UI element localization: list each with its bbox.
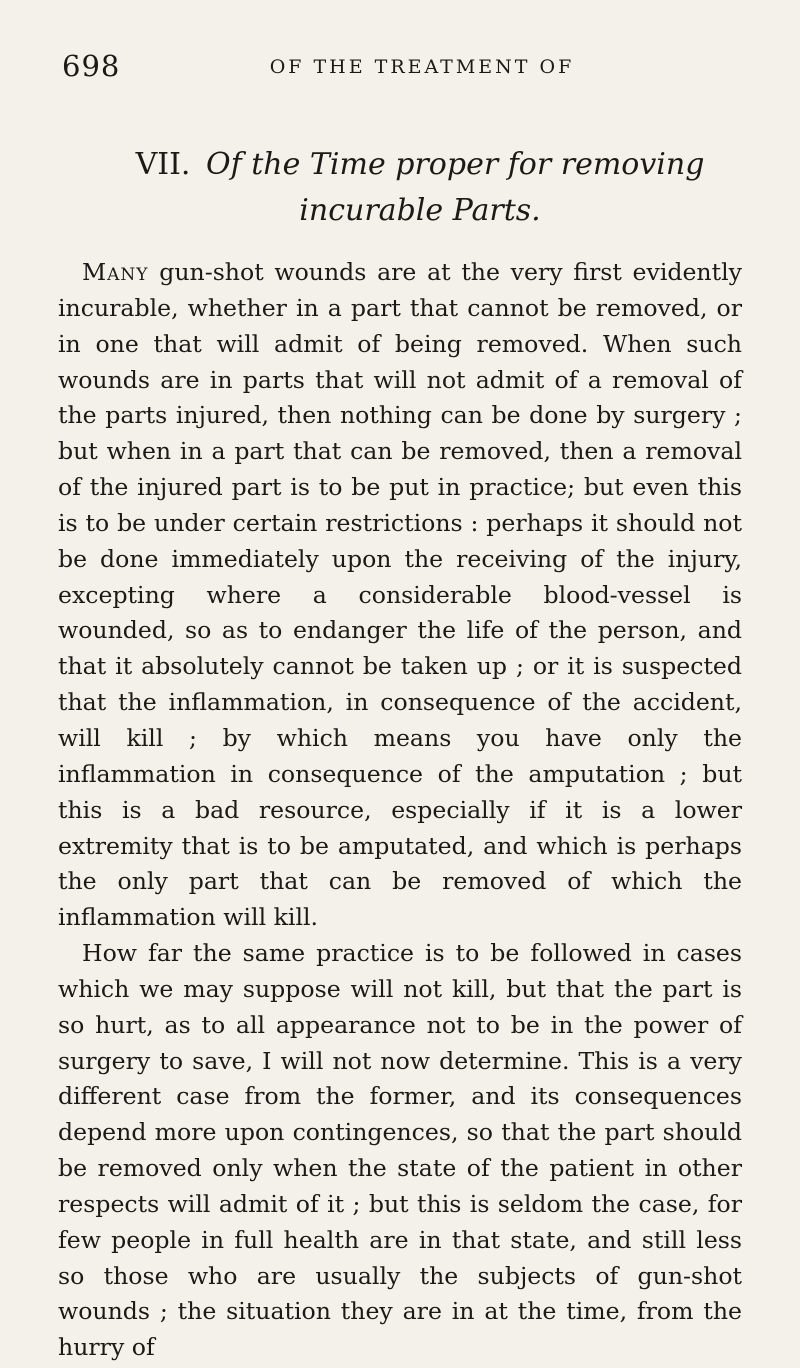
paragraph-text: How far the same practice is to be followed in cases which we may suppose will not kill, but that the part is so hurt, as to all appearance not to be in the power of surgery to save, I will not now determine. This is a very different case from the former, and its consequences depend more upon contingences, so that the part should be removed only when the state of the patient in other respects will admit of it ; but this is seldom the case, for few people in full health are in that state, and still less so those who are usually the subjects of gun-shot wounds ; the situation they are in at the time, from the hurry of <box>58 939 742 1362</box>
body-text <box>58 255 742 1366</box>
running-head <box>62 50 742 90</box>
section-heading <box>100 142 740 234</box>
paragraph-lead-word: Many <box>82 258 149 286</box>
running-head-title: OF THE TREATMENT OF <box>269 56 575 78</box>
paragraph <box>58 936 742 1366</box>
page-number: 698 <box>62 49 121 83</box>
section-title: Of the Time proper for removing incurable Parts. <box>206 147 705 228</box>
paragraph <box>58 255 742 936</box>
paragraph-text: gun-shot wounds are at the very first evidently incurable, whether in a part that cannot be removed, or in one that will admit of being removed. When such wounds are in parts that will not admit of a removal of the parts injured, then nothing can be done by surgery ; but when in a part that can be removed, then a removal of the injured part is to be put in practice; but even this is to be under certain restrictions : perhaps it should not be done immediately upon the receiving of the injury, excepting where a considerable blood-vessel is wounded, so as to endanger the life of the person, and that it absolutely cannot be taken up ; or it is suspected that the inflammation, in consequence of the accident, will kill ; by which means you have only the inflammation in consequence of the amputation ; but this is a bad resource, especially if it is a lower extremity that is to be amputated, and which is perhaps the only part that can be removed of which the inflammation will kill. <box>58 258 742 932</box>
section-number: VII. <box>135 147 191 182</box>
